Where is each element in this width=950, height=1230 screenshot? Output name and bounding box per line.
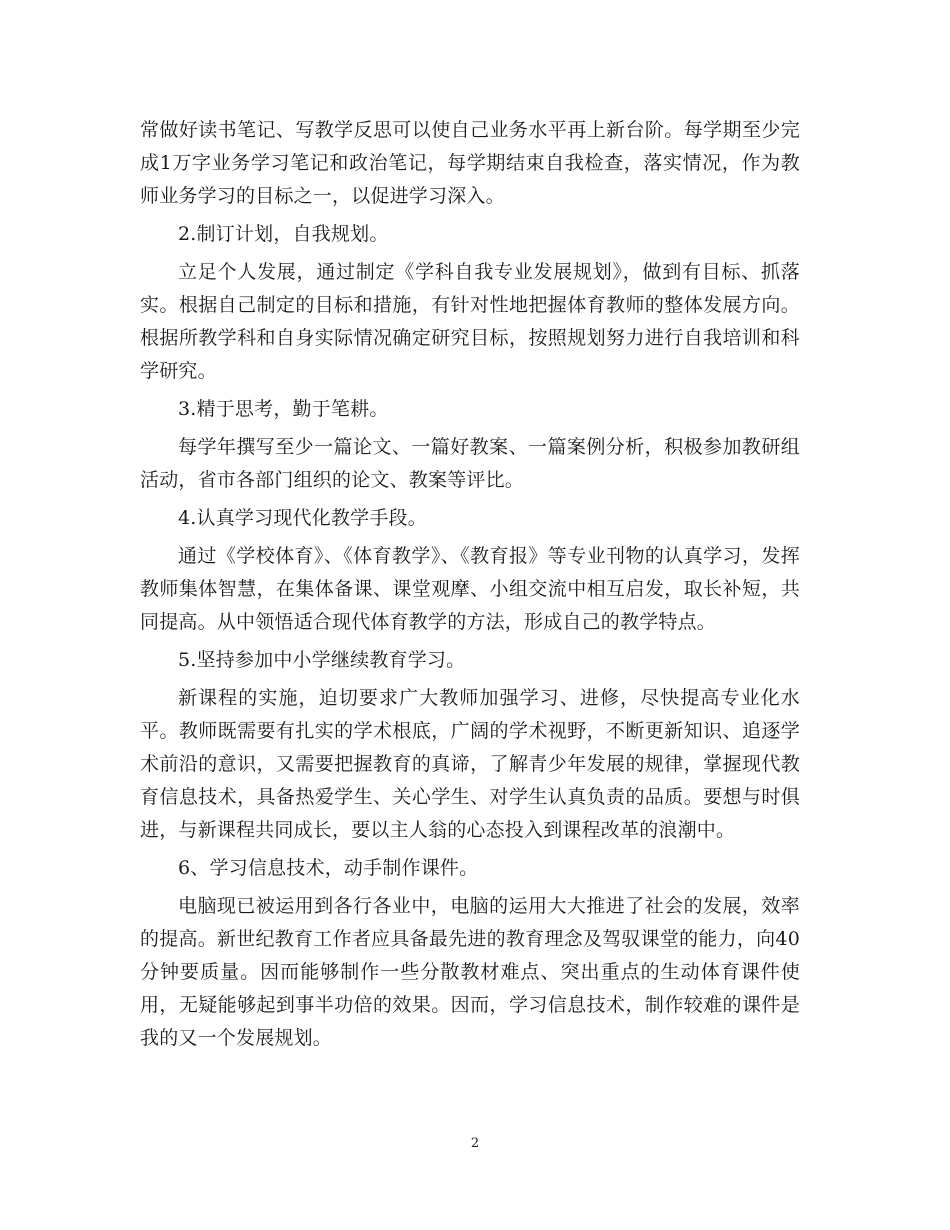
section-heading: 6、学习信息技术，动手制作课件。 bbox=[178, 857, 479, 879]
body-paragraph: 每学年撰写至少一篇论文、一篇好教案、一篇案例分析，积极参加教研组活动，省市各部门组织的论文、教案等评比。 bbox=[140, 436, 800, 491]
document-body bbox=[140, 114, 800, 1055]
body-paragraph: 常做好读书笔记、写教学反思可以使自己业务水平再上新台阶。每学期至少完成1万字业务学习笔记和政治笔记，每学期结束自我检查，落实情况，作为教师业务学习的目标之一，以促进学习深入。 bbox=[140, 119, 800, 207]
section-heading: 4.认真学习现代化教学手段。 bbox=[178, 507, 427, 529]
body-paragraph: 新课程的实施，迫切要求广大教师加强学习、进修，尽快提高专业化水平。教师既需要有扎实的学术根底，广阔的学术视野，不断更新知识、追逐学术前沿的意识，又需要把握教育的真谛，了解青少年发展的规律，掌握现代教育信息技术，具备热爱学生、关心学生、对学生认真负责的品质。要想与时俱进，与新课程共同成长，要以主人翁的心态投入到课程改革的浪潮中。 bbox=[140, 687, 800, 841]
section-heading: 5.坚持参加中小学继续教育学习。 bbox=[178, 649, 466, 671]
page-number: 2 bbox=[470, 1136, 480, 1151]
body-paragraph: 电脑现已被运用到各行各业中，电脑的运用大大推进了社会的发展，效率的提高。新世纪教育工作者应具备最先进的教育理念及驾驭课堂的能力，向40分钟要质量。因而能够制作一些分散教材难点、突出重点的生动体育课件使用，无疑能够起到事半功倍的效果。因而，学习信息技术，制作较难的课件是我的又一个发展规划。 bbox=[140, 895, 800, 1049]
section-heading: 2.制订计划，自我规划。 bbox=[178, 223, 389, 245]
body-paragraph: 通过《学校体育》、《体育教学》、《教育报》等专业刊物的认真学习，发挥教师集体智慧，在集体备课、课堂观摩、小组交流中相互启发，取长补短，共同提高。从中领悟适合现代体育教学的方法，形成自己的教学特点。 bbox=[140, 545, 800, 633]
section-heading: 3.精于思考，勤于笔耕。 bbox=[178, 398, 389, 420]
body-paragraph: 立足个人发展，通过制定《学科自我专业发展规划》，做到有目标、抓落实。根据自己制定的目标和措施，有针对性地把握体育教师的整体发展方向。根据所教学科和自身实际情况确定研究目标，按照规划努力进行自我培训和科学研究。 bbox=[140, 261, 800, 382]
